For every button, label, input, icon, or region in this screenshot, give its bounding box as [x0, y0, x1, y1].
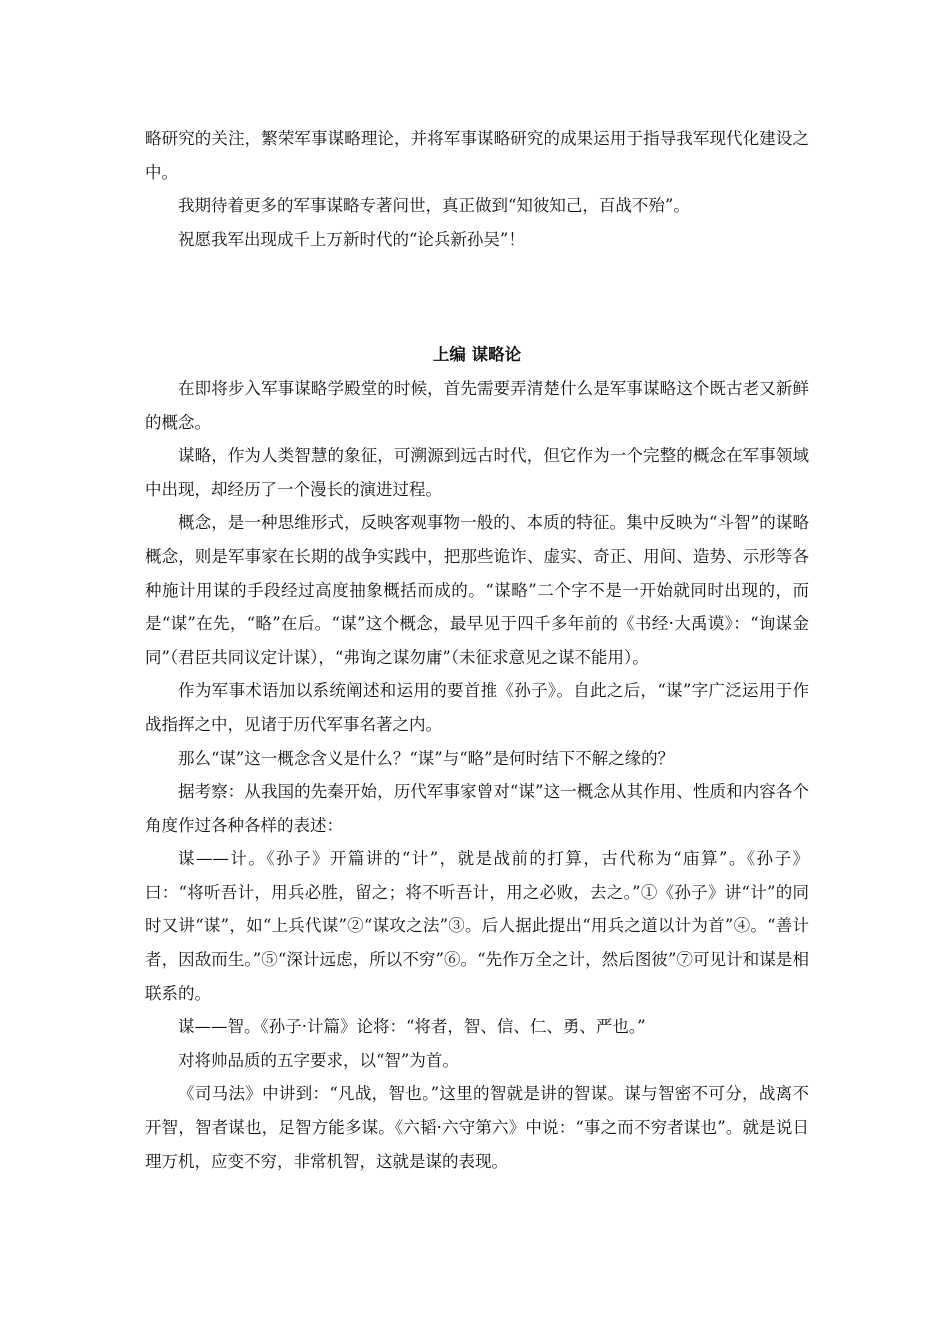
document-page: [145, 122, 809, 1178]
body-paragraph: 《司马法》中讲到：“凡战，智也。”这里的智就是讲的智谋。谋与智密不可分，战离不开智，智者谋也，足智方能多谋。《六韬·六守第六》中说：“事之而不穷者谋也”。就是说日理万机，应变不穷，非常机智，这就是谋的表现。: [145, 1084, 809, 1171]
preface-paragraph-continued: 略研究的关注，繁荣军事谋略理论，并将军事谋略研究的成果运用于指导我军现代化建设之中。: [145, 129, 809, 182]
body-paragraph: 谋——计。《孙子》开篇讲的“计”，就是战前的打算，古代称为“庙算”。《孙子》曰：“将听吾计，用兵必胜，留之；将不听吾计，用之必败，去之。”①《孙子》讲“计”的同时又讲“谋”，如“上兵代谋”②“谋攻之法”③。后人据此提出“用兵之道以计为首”④。“善计者，因敌而生。”⑤“深计远虑，所以不穷”⑥。“先作万全之计，然后图彼”⑦可见计和谋是相联系的。: [145, 849, 809, 1003]
body-paragraph: 谋——智。《孙子·计篇》论将：“将者，智、信、仁、勇、严也。”: [178, 1017, 646, 1037]
preface-paragraph: 祝愿我军出现成千上万新时代的“论兵新孙吴”！: [178, 229, 525, 249]
body-paragraph: 那么“谋”这一概念含义是什么？“谋”与“略”是何时结下不解之缘的？: [178, 748, 675, 768]
preface-paragraph: 我期待着更多的军事谋略专著问世，真正做到“知彼知己，百战不殆”。: [178, 196, 690, 216]
body-paragraph: 作为军事术语加以系统阐述和运用的要首推《孙子》。自此之后，“谋”字广泛运用于作战指挥之中，见诸于历代军事名著之内。: [145, 681, 809, 734]
body-paragraph: 谋略，作为人类智慧的象征，可溯源到远古时代，但它作为一个完整的概念在军事领域中出现，却经历了一个漫长的演进过程。: [145, 446, 809, 499]
body-paragraph: 在即将步入军事谋略学殿堂的时候，首先需要弄清楚什么是军事谋略这个既古老又新鲜的概念。: [145, 378, 809, 432]
section-gap: [145, 256, 809, 338]
section-title: 上编 谋略论: [432, 345, 522, 365]
body-paragraph: 对将帅品质的五字要求，以“智”为首。: [178, 1050, 459, 1070]
body-paragraph: 据考察：从我国的先秦开始，历代军事家曾对“谋”这一概念从其作用、性质和内容各个角度作过各种各样的表述：: [145, 782, 809, 835]
body-paragraph: 概念，是一种思维形式，反映客观事物一般的、本质的特征。集中反映为“斗智”的谋略概念，则是军事家在长期的战争实践中，把那些诡诈、虚实、奇正、用间、造势、示形等各种施计用谋的手段经过高度抽象概括而成的。“谋略”二个字不是一开始就同时出现的，而是“谋”在先，“略”在后。“谋”这个概念，最早见于四千多年前的《书经·大禹谟》：“询谋金同”（君臣共同议定计谋），“弗询之谋勿庸”（未征求意见之谋不能用）。: [145, 513, 809, 667]
